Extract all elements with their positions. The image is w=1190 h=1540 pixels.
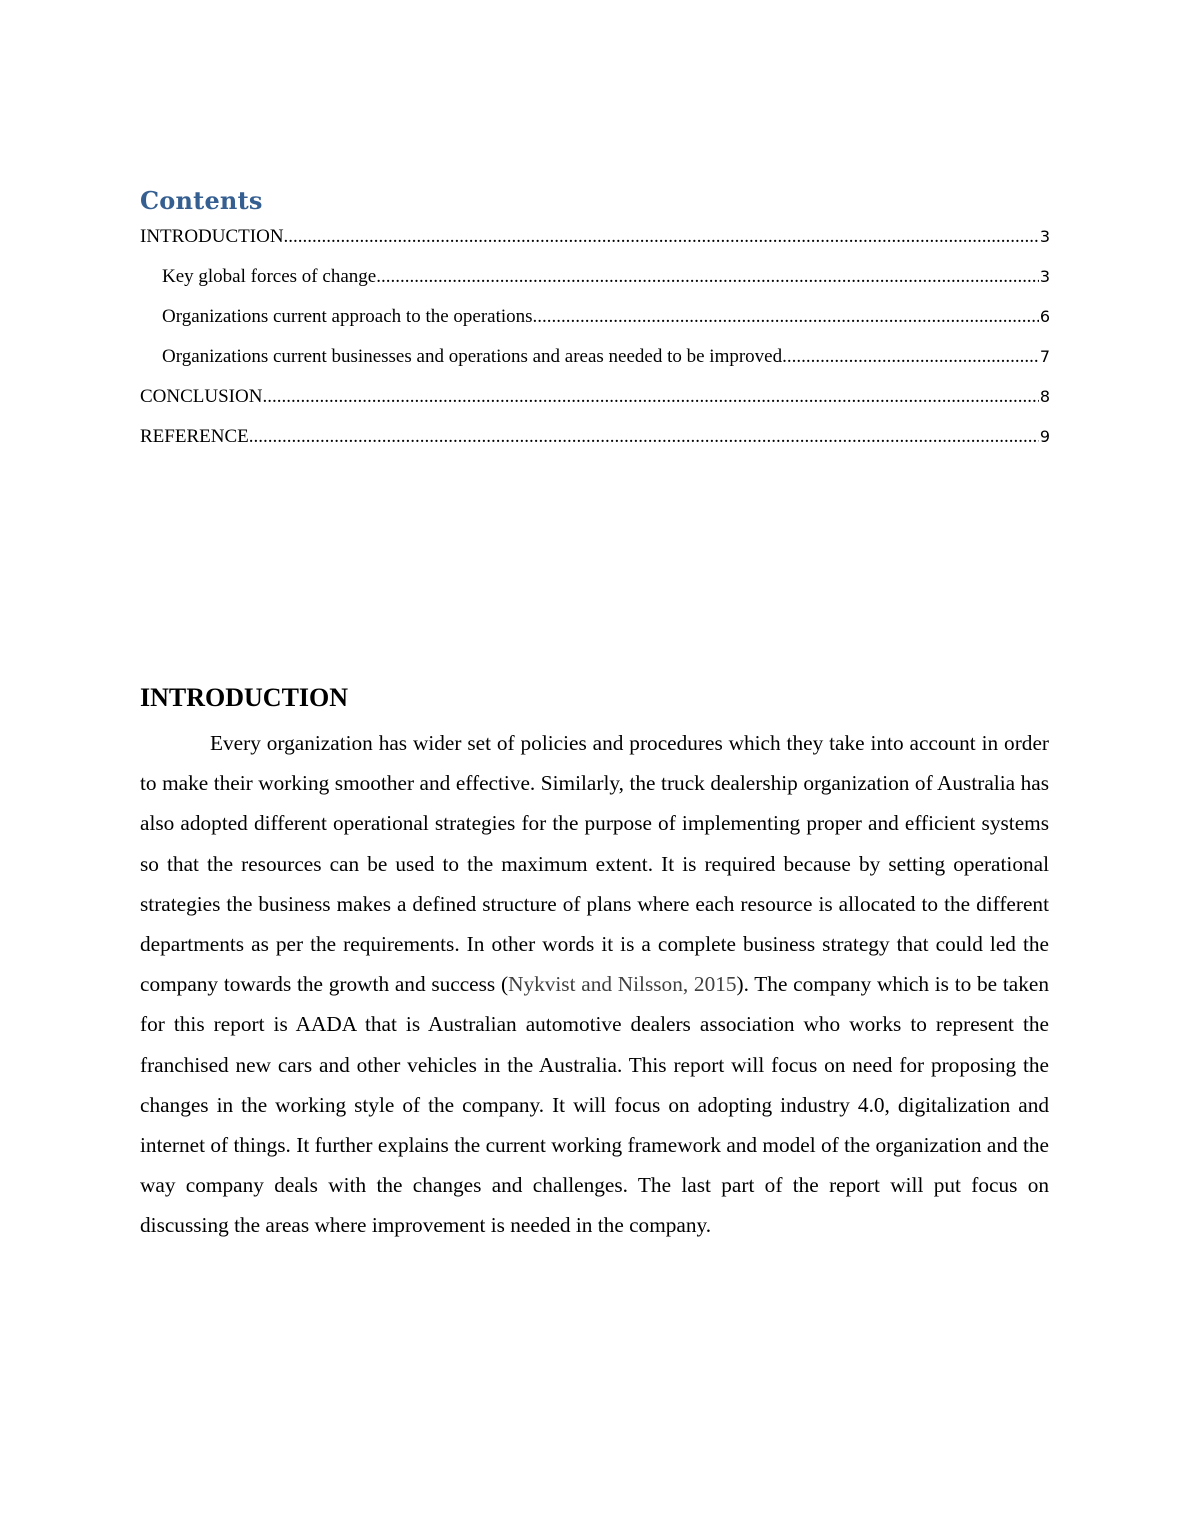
toc-entry-current-approach[interactable] <box>140 305 1050 345</box>
toc-entry-key-global-forces[interactable] <box>140 265 1050 305</box>
toc-entry-conclusion[interactable] <box>140 385 1050 425</box>
toc-page-number: 7 <box>1039 347 1050 366</box>
toc-entry-label: REFERENCE <box>140 426 249 447</box>
toc-entry-label: CONCLUSION <box>140 386 263 407</box>
introduction-heading: INTRODUCTION <box>140 683 349 712</box>
toc-entry-current-businesses[interactable] <box>140 345 1050 385</box>
toc-entry-label: Organizations current businesses and operations and areas needed to be improved. <box>162 346 787 367</box>
citation: Nykvist and Nilsson, 2015 <box>508 972 737 997</box>
toc-page-number: 3 <box>1039 267 1050 286</box>
introduction-text-part-2: ). The company which is to be taken for this report is AADA that is Australian automotive dealers association who works to represent the franchised new cars and other vehicles in the Australia. This report will focus on need for proposing the changes in the working style of the company. It will focus on adopting industry 4.0, digitalization and internet of things. It further explains the current working framework and model of the organization and the way company deals with the changes and challenges. The last part of the report will put focus on discussing the areas where improvement is needed in the company. <box>140 972 1050 1238</box>
toc-dot-leader <box>376 265 1039 289</box>
toc-entry-label: Organizations current approach to the operations. <box>162 306 538 327</box>
toc-entry-label: Key global forces of change <box>162 266 377 287</box>
toc-dot-leader <box>284 225 1039 249</box>
toc-dot-leader <box>537 305 1039 329</box>
toc-page-number: 3 <box>1039 227 1050 246</box>
toc-entry-introduction[interactable] <box>140 225 1050 265</box>
introduction-text-part-1: Every organization has wider set of policies and procedures which they take into account in order to make their working smoother and effective. Similarly, the truck dealership organization of Australia has also adopted different operational strategies for the purpose of implementing proper and efficient systems so that the resources can be used to the maximum extent. It is required because by setting operational strategies the business makes a defined structure of plans where each resource is allocated to the different departments as per the requirements. In other words it is a complete business strategy that could led the company towards the growth and success ( <box>140 731 1049 997</box>
toc-dot-leader <box>787 345 1039 369</box>
toc-dot-leader <box>262 385 1038 409</box>
introduction-paragraph <box>140 723 1049 1246</box>
table-of-contents <box>140 225 1050 465</box>
toc-dot-leader <box>249 425 1039 449</box>
toc-entry-label: INTRODUCTION <box>140 226 284 247</box>
toc-page-number: 9 <box>1039 427 1050 446</box>
toc-page-number: 6 <box>1039 307 1050 326</box>
toc-title: Contents <box>140 186 263 215</box>
toc-entry-reference[interactable] <box>140 425 1050 465</box>
toc-page-number: 8 <box>1039 387 1050 406</box>
